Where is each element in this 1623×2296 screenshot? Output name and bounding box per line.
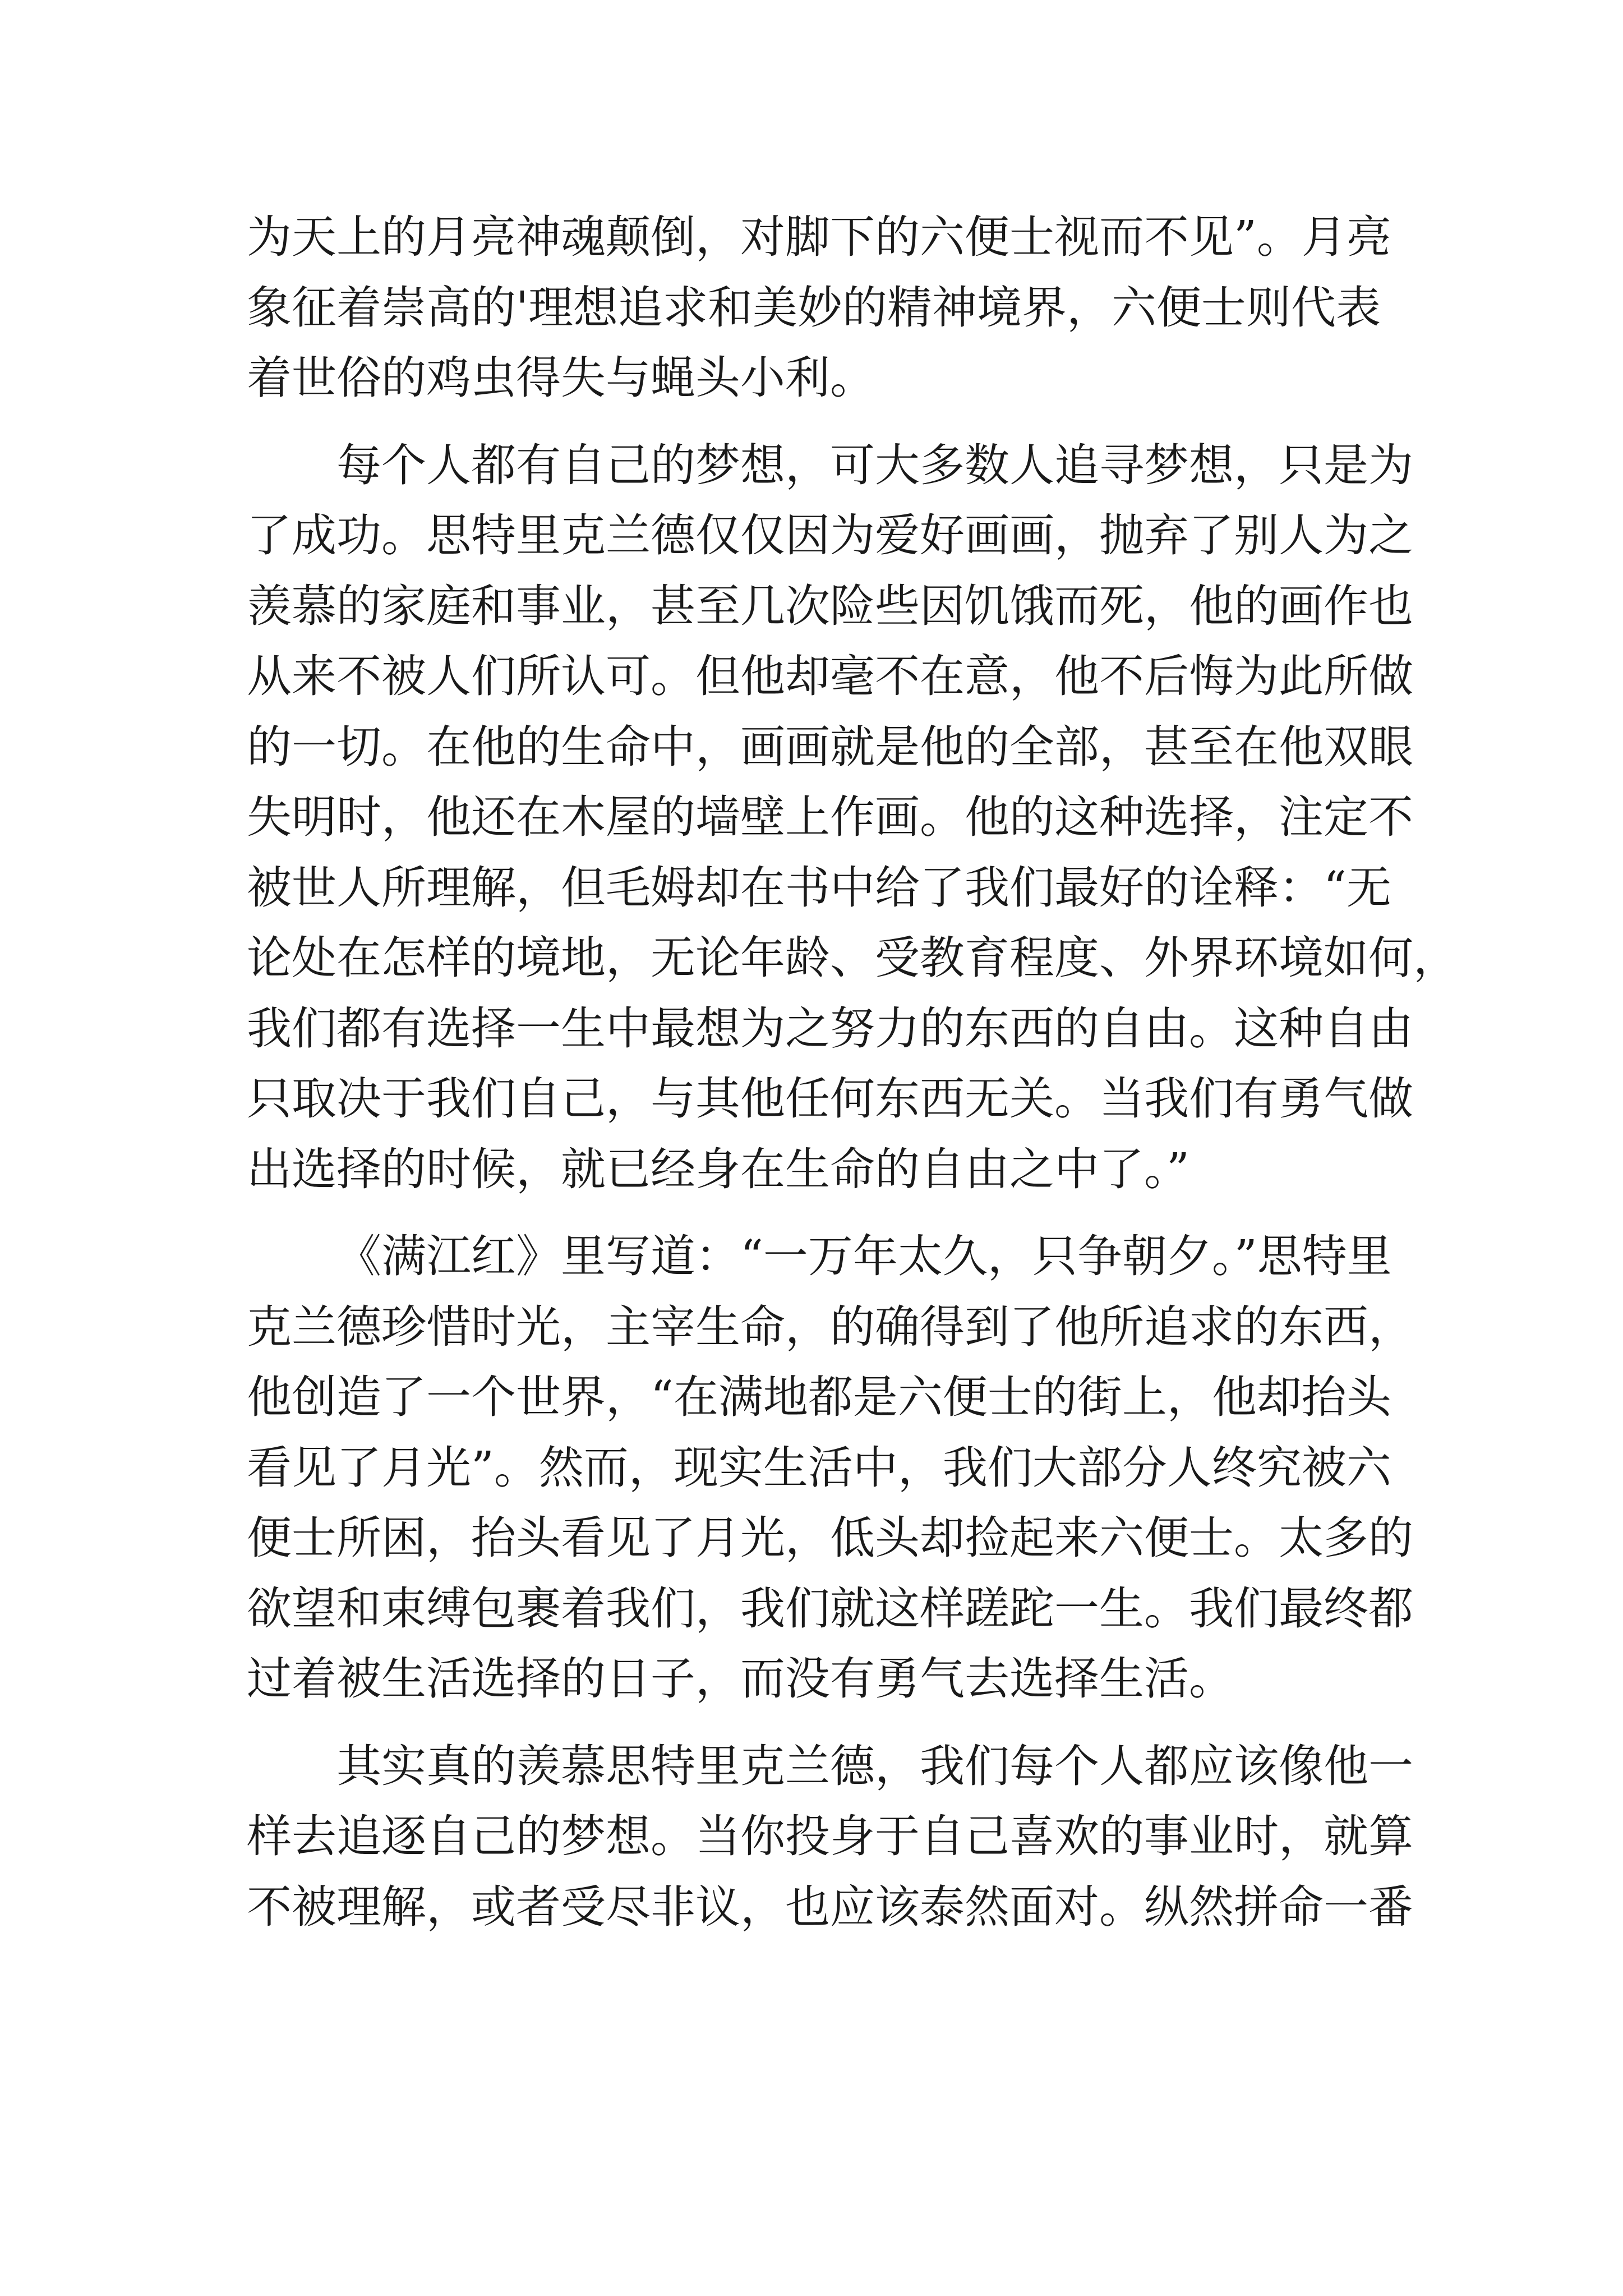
text-line: 被世人所理解，但毛姆却在书中给了我们最好的诠释：“无: [247, 861, 1391, 914]
text-line: 看见了月光”。然而，现实生活中，我们大部分人终究被六: [247, 1441, 1391, 1494]
text-line: 克兰德珍惜时光，主宰生命，的确得到了他所追求的东西，: [247, 1300, 1413, 1353]
text-line: 便士所困，抬头看见了月光，低头却捡起来六便士。太多的: [247, 1512, 1413, 1564]
text-line: 只取决于我们自己，与其他任何东西无关。当我们有勇气做: [247, 1073, 1413, 1125]
text-line: 象征着崇高的'理想追求和美妙的精神境界，六便士则代表: [247, 281, 1381, 334]
text-line: 着世俗的鸡虫得失与蝇头小利。: [247, 352, 875, 404]
paragraph-gap: [247, 413, 1396, 430]
text-line: 欲望和束缚包裹着我们，我们就这样蹉跎一生。我们最终都: [247, 1582, 1413, 1635]
text-line: 为天上的月亮神魂颠倒，对脚下的六便士视而不见”。月亮: [247, 211, 1391, 263]
paragraph-gap: [247, 1714, 1396, 1731]
text-line: 羡慕的家庭和事业，甚至几次险些因饥饿而死，他的画作也: [247, 579, 1413, 632]
paragraph: [247, 1731, 1413, 1943]
paragraph: [247, 202, 1396, 413]
text-line: 论处在怎样的境地，无论年龄、受教育程度、外界环境如何，: [247, 932, 1458, 984]
text-line: 其实真的羡慕思特里克兰德，我们每个人都应该像他一: [336, 1740, 1413, 1792]
text-line: 失明时，他还在木屋的墙壁上作画。他的这种选择，注定不: [247, 791, 1413, 843]
document-body: [247, 202, 1458, 1942]
text-line: 过着被生活选择的日子，而没有勇气去选择生活。: [247, 1653, 1234, 1705]
paragraph: [247, 1221, 1413, 1714]
text-line: 他创造了一个世界，“在满地都是六便士的街上，他却抬头: [247, 1371, 1391, 1423]
text-line: 样去追逐自己的梦想。当你投身于自己喜欢的事业时，就算: [247, 1810, 1413, 1862]
text-line: 出选择的时候，就已经身在生命的自由之中了。”: [247, 1143, 1189, 1195]
paragraph-gap: [247, 1204, 1396, 1221]
text-line: 我们都有选择一生中最想为之努力的东西的自由。这种自由: [247, 1002, 1413, 1055]
paragraph: [247, 430, 1458, 1205]
text-line: 的一切。在他的生命中，画画就是他的全部，甚至在他双眼: [247, 720, 1413, 773]
text-line: 从来不被人们所认可。但他却毫不在意，他不后悔为此所做: [247, 650, 1413, 702]
text-line: 每个人都有自己的梦想，可大多数人追寻梦想，只是为: [336, 439, 1413, 491]
text-line: 不被理解，或者受尽非议，也应该泰然面对。纵然拼命一番: [247, 1880, 1413, 1933]
text-line: 《满江红》里写道：“一万年太久，只争朝夕。”思特里: [336, 1230, 1392, 1282]
text-line: 了成功。思特里克兰德仅仅因为爱好画画，抛弃了别人为之: [247, 509, 1413, 562]
